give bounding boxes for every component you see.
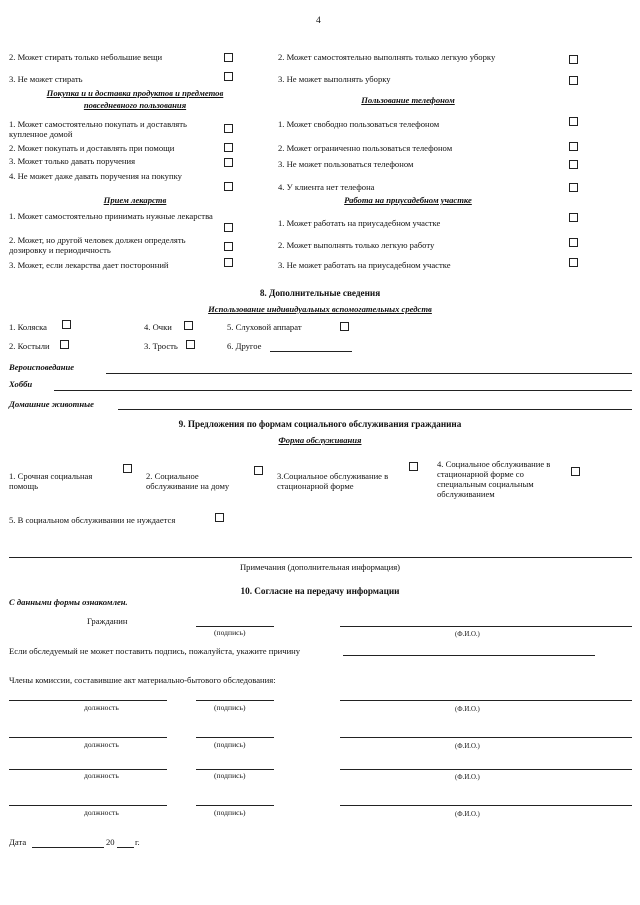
member-2-signature-field[interactable]	[196, 737, 274, 738]
date-year-suffix: г.	[135, 837, 140, 847]
service-form-1: 1. Срочная социальная помощь	[9, 471, 93, 491]
service-form-3-checkbox[interactable]	[409, 462, 418, 471]
aid-cane-checkbox[interactable]	[186, 340, 195, 349]
cannot-sign-label: Если обследуемый не может поставить подпись, пожалуйста, укажите причину	[9, 646, 301, 656]
notes-caption: Примечания (дополнительная информация)	[239, 562, 401, 572]
garden-heading: Работа на приусадебном участке	[344, 195, 472, 205]
religion-field[interactable]	[106, 373, 632, 374]
shopping-item-2-checkbox[interactable]	[224, 143, 233, 152]
member-2-name-field[interactable]	[340, 737, 632, 738]
laundry-item-2: 2. Может стирать только небольшие вещи	[9, 52, 163, 62]
citizen-name-field[interactable]	[340, 626, 632, 627]
garden-item-3: 3. Не может работать на приусадебном участке	[278, 260, 451, 270]
phone-heading: Пользование телефоном	[361, 95, 455, 105]
medicine-item-2-checkbox[interactable]	[224, 242, 233, 251]
service-form-4: 4. Социальное обслуживание в стационарной форме со специальным социальным обслуживанием	[437, 459, 551, 499]
member-1-signature-field[interactable]	[196, 700, 274, 701]
member-3-name-field[interactable]	[340, 769, 632, 770]
shopping-item-1-checkbox[interactable]	[224, 124, 233, 133]
garden-item-1: 1. Может работать на приусадебном участке	[278, 218, 441, 228]
medicine-heading: Прием лекарств	[103, 195, 167, 205]
member-1-position-caption: должность	[84, 703, 119, 712]
section-8-title: 8. Дополнительные сведения	[259, 288, 381, 298]
page-number: 4	[316, 16, 321, 26]
medicine-item-1: 1. Может самостоятельно принимать нужные лекарства	[9, 211, 213, 221]
medicine-item-3-checkbox[interactable]	[224, 258, 233, 267]
aid-hearing-checkbox[interactable]	[340, 322, 349, 331]
member-4-name-caption: (Ф.И.О.)	[455, 811, 480, 818]
cannot-sign-reason-field[interactable]	[343, 655, 595, 656]
member-3-signature-caption: (подпись)	[214, 771, 246, 780]
aid-wheelchair: 1. Коляска	[9, 322, 47, 332]
cleaning-item-3-checkbox[interactable]	[569, 76, 578, 85]
shopping-item-1: 1. Может самостоятельно покупать и доставлять купленное домой	[9, 119, 187, 139]
citizen-signature-field[interactable]	[196, 626, 274, 627]
phone-item-4: 4. У клиента нет телефона	[278, 182, 375, 192]
garden-item-2-checkbox[interactable]	[569, 238, 578, 247]
garden-item-1-checkbox[interactable]	[569, 213, 578, 222]
citizen-label: Гражданин	[87, 616, 128, 626]
date-label: Дата	[9, 837, 27, 847]
section-9-title: 9. Предложения по формам социального обслуживания гражданина	[178, 419, 462, 429]
member-4-position-caption: должность	[84, 808, 119, 817]
section-10-title: 10. Согласие на передачу информации	[240, 586, 400, 596]
aid-cane: 3. Трость	[144, 341, 178, 351]
member-4-signature-caption: (подпись)	[214, 808, 246, 817]
member-4-position-field[interactable]	[9, 805, 167, 806]
aid-crutches-checkbox[interactable]	[60, 340, 69, 349]
member-2-signature-caption: (подпись)	[214, 740, 246, 749]
date-year-prefix: 20	[106, 837, 115, 847]
member-3-position-field[interactable]	[9, 769, 167, 770]
date-year-field[interactable]	[117, 847, 134, 848]
aid-crutches: 2. Костыли	[9, 341, 50, 351]
laundry-item-3-checkbox[interactable]	[224, 72, 233, 81]
medicine-item-3: 3. Может, если лекарства дает посторонний	[9, 260, 169, 270]
aid-hearing: 5. Слуховой аппарат	[227, 322, 302, 332]
notes-field[interactable]	[9, 557, 632, 558]
hobby-field[interactable]	[54, 390, 632, 391]
member-4-name-field[interactable]	[340, 805, 632, 806]
phone-item-3: 3. Не может пользоваться телефоном	[278, 159, 414, 169]
cleaning-item-3: 3. Не может выполнять уборку	[278, 74, 391, 84]
laundry-item-2-checkbox[interactable]	[224, 53, 233, 62]
religion-label: Вероисповедание	[9, 362, 75, 372]
section-8-subtitle: Использование индивидуальных вспомогательных средств	[208, 304, 432, 314]
shopping-heading-line1: Покупка и и доставка продуктов и предметов	[46, 88, 224, 98]
member-1-signature-caption: (подпись)	[214, 703, 246, 712]
member-1-position-field[interactable]	[9, 700, 167, 701]
member-3-position-caption: должность	[84, 771, 119, 780]
citizen-name-caption: (Ф.И.О.)	[455, 631, 480, 638]
shopping-item-3: 3. Может только давать поручения	[9, 156, 136, 166]
service-form-2: 2. Социальное обслуживание на дому	[146, 471, 230, 491]
pets-label: Домашние животные	[9, 399, 94, 409]
shopping-item-2: 2. Может покупать и доставлять при помощи	[9, 143, 175, 153]
date-day-month-field[interactable]	[32, 847, 104, 848]
member-4-signature-field[interactable]	[196, 805, 274, 806]
aid-wheelchair-checkbox[interactable]	[62, 320, 71, 329]
service-form-5: 5. В социальном обслуживании не нуждается	[9, 515, 176, 525]
service-form-4-checkbox[interactable]	[571, 467, 580, 476]
citizen-signature-caption: (подпись)	[214, 628, 246, 637]
section-9-subtitle: Форма обслуживания	[278, 435, 362, 445]
laundry-item-3: 3. Не может стирать	[9, 74, 83, 84]
cleaning-item-2: 2. Может самостоятельно выполнять только легкую уборку	[278, 52, 496, 62]
service-form-5-checkbox[interactable]	[215, 513, 224, 522]
phone-item-1: 1. Может свободно пользоваться телефоном	[278, 119, 440, 129]
acquainted-label: С данными формы ознакомлен.	[9, 597, 128, 607]
phone-item-2-checkbox[interactable]	[569, 142, 578, 151]
service-form-2-checkbox[interactable]	[254, 466, 263, 475]
member-1-name-caption: (Ф.И.О.)	[455, 706, 480, 713]
aid-other-field[interactable]	[270, 351, 352, 352]
phone-item-2: 2. Может ограниченно пользоваться телефоном	[278, 143, 453, 153]
commission-members-label: Члены комиссии, составившие акт материально-бытового обследования:	[9, 675, 276, 685]
phone-item-3-checkbox[interactable]	[569, 160, 578, 169]
aid-glasses-checkbox[interactable]	[184, 321, 193, 330]
shopping-item-4: 4. Не может даже давать поручения на покупку	[9, 171, 182, 181]
service-form-1-checkbox[interactable]	[123, 464, 132, 473]
member-1-name-field[interactable]	[340, 700, 632, 701]
member-2-position-caption: должность	[84, 740, 119, 749]
shopping-item-3-checkbox[interactable]	[224, 158, 233, 167]
aid-other: 6. Другое	[227, 341, 262, 351]
phone-item-1-checkbox[interactable]	[569, 117, 578, 126]
member-3-signature-field[interactable]	[196, 769, 274, 770]
garden-item-3-checkbox[interactable]	[569, 258, 578, 267]
cleaning-item-2-checkbox[interactable]	[569, 55, 578, 64]
member-2-position-field[interactable]	[9, 737, 167, 738]
medicine-item-2: 2. Может, но другой человек должен определять дозировку и периодичность	[9, 235, 186, 255]
medicine-item-1-checkbox[interactable]	[224, 223, 233, 232]
shopping-heading-line2: повседневного пользования	[83, 100, 187, 110]
garden-item-2: 2. Может выполнять только легкую работу	[278, 240, 435, 250]
member-3-name-caption: (Ф.И.О.)	[455, 774, 480, 781]
phone-item-4-checkbox[interactable]	[569, 183, 578, 192]
service-form-3: 3.Социальное обслуживание в стационарной форме	[277, 471, 389, 491]
shopping-item-4-checkbox[interactable]	[224, 182, 233, 191]
member-2-name-caption: (Ф.И.О.)	[455, 743, 480, 750]
hobby-label: Хобби	[9, 379, 33, 389]
pets-field[interactable]	[118, 409, 632, 410]
aid-glasses: 4. Очки	[144, 322, 172, 332]
